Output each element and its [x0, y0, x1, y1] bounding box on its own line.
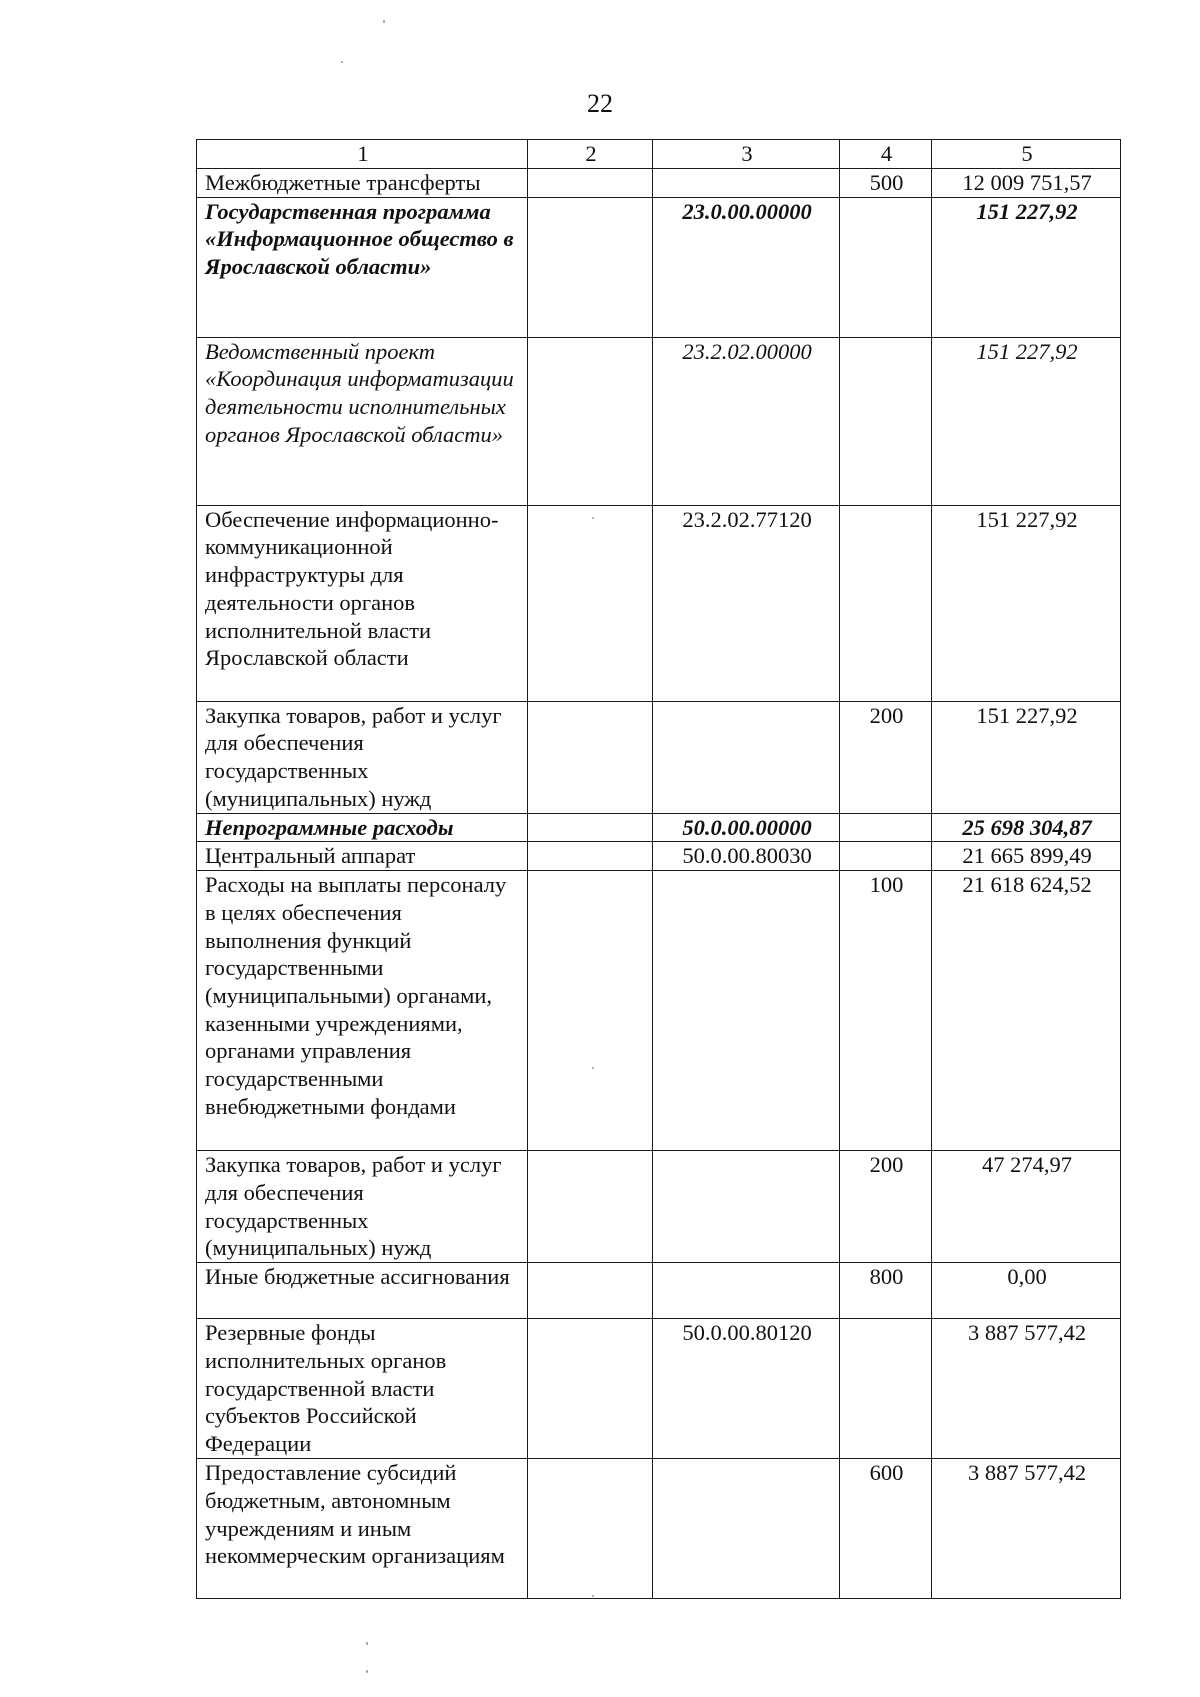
column-header-5: 5	[932, 140, 1121, 169]
cell-code: 50.0.00.80120	[653, 1319, 840, 1459]
cell-amount: 25 698 304,87	[932, 813, 1121, 842]
table-row	[197, 842, 1121, 871]
cell-code: 23.0.00.00000	[653, 197, 840, 337]
cell-name: Обеспечение информационно-коммуникационной инфраструктуры для деятельности органов исполнительной власти Ярославской области	[197, 505, 528, 701]
cell-expense-type: 600	[840, 1459, 932, 1599]
scan-speck	[366, 1642, 368, 1645]
cell-code: 50.0.00.00000	[653, 813, 840, 842]
cell-amount: 151 227,92	[932, 197, 1121, 337]
cell-expense-type: 500	[840, 169, 932, 198]
cell-name: Расходы на выплаты персоналу в целях обеспечения выполнения функций государственными (муниципальными) органами, казенными учреждениями, органами управления государственными внебюджетными фондами	[197, 871, 528, 1151]
cell-col-2	[528, 169, 653, 198]
table-row	[197, 1151, 1121, 1263]
cell-name: Непрограммные расходы	[197, 813, 528, 842]
cell-col-2	[528, 1319, 653, 1459]
cell-amount: 21 618 624,52	[932, 871, 1121, 1151]
cell-expense-type	[840, 813, 932, 842]
table-row	[197, 169, 1121, 198]
scan-speck	[366, 1670, 368, 1673]
cell-amount: 151 227,92	[932, 701, 1121, 813]
cell-code	[653, 1151, 840, 1263]
cell-amount: 3 887 577,42	[932, 1319, 1121, 1459]
table-body	[197, 169, 1121, 1599]
cell-name: Закупка товаров, работ и услуг для обеспечения государственных (муниципальных) нужд	[197, 701, 528, 813]
scan-speck	[592, 1595, 594, 1597]
cell-col-2	[528, 1263, 653, 1319]
cell-code	[653, 701, 840, 813]
table-row	[197, 1319, 1121, 1459]
cell-expense-type	[840, 1319, 932, 1459]
column-header-4: 4	[840, 140, 932, 169]
cell-expense-type: 200	[840, 1151, 932, 1263]
scan-speck	[592, 1067, 594, 1069]
column-header-3: 3	[653, 140, 840, 169]
cell-col-2	[528, 197, 653, 337]
cell-amount: 151 227,92	[932, 337, 1121, 505]
cell-code	[653, 1459, 840, 1599]
cell-amount: 0,00	[932, 1263, 1121, 1319]
cell-code	[653, 169, 840, 198]
cell-col-2	[528, 505, 653, 701]
scan-speck	[383, 20, 385, 23]
cell-col-2	[528, 813, 653, 842]
scan-speck	[592, 517, 594, 519]
cell-amount: 12 009 751,57	[932, 169, 1121, 198]
cell-expense-type	[840, 505, 932, 701]
cell-col-2	[528, 1151, 653, 1263]
cell-expense-type	[840, 842, 932, 871]
page-number: 22	[587, 89, 613, 118]
budget-table	[196, 139, 1121, 1599]
cell-code: 50.0.00.80030	[653, 842, 840, 871]
cell-expense-type: 200	[840, 701, 932, 813]
cell-col-2	[528, 337, 653, 505]
cell-amount: 151 227,92	[932, 505, 1121, 701]
cell-col-2	[528, 1459, 653, 1599]
cell-name: Резервные фонды исполнительных органов государственной власти субъектов Российской Федерации	[197, 1319, 528, 1459]
cell-code: 23.2.02.00000	[653, 337, 840, 505]
cell-amount: 47 274,97	[932, 1151, 1121, 1263]
cell-code	[653, 1263, 840, 1319]
cell-code	[653, 871, 840, 1151]
cell-amount: 3 887 577,42	[932, 1459, 1121, 1599]
cell-amount: 21 665 899,49	[932, 842, 1121, 871]
cell-expense-type	[840, 337, 932, 505]
cell-code: 23.2.02.77120	[653, 505, 840, 701]
cell-name: Предоставление субсидий бюджетным, автономным учреждениям и иным некоммерческим организациям	[197, 1459, 528, 1599]
cell-expense-type: 100	[840, 871, 932, 1151]
cell-col-2	[528, 842, 653, 871]
cell-name: Межбюджетные трансферты	[197, 169, 528, 198]
cell-col-2	[528, 701, 653, 813]
table-row	[197, 1459, 1121, 1599]
column-header-1: 1	[197, 140, 528, 169]
table-header-row	[197, 140, 1121, 169]
cell-name: Государственная программа «Информационное общество в Ярославской области»	[197, 197, 528, 337]
table-row	[197, 1263, 1121, 1319]
cell-name: Центральный аппарат	[197, 842, 528, 871]
cell-expense-type: 800	[840, 1263, 932, 1319]
cell-expense-type	[840, 197, 932, 337]
table-row	[197, 871, 1121, 1151]
table-row	[197, 701, 1121, 813]
table-row	[197, 337, 1121, 505]
table-row	[197, 813, 1121, 842]
cell-name: Закупка товаров, работ и услуг для обеспечения государственных (муниципальных) нужд	[197, 1151, 528, 1263]
cell-name: Ведомственный проект «Координация информатизации деятельности исполнительных органов Ярославской области»	[197, 337, 528, 505]
cell-col-2	[528, 871, 653, 1151]
cell-name: Иные бюджетные ассигнования	[197, 1263, 528, 1319]
table-row	[197, 505, 1121, 701]
table-row	[197, 197, 1121, 337]
scan-speck	[341, 61, 343, 63]
column-header-2: 2	[528, 140, 653, 169]
